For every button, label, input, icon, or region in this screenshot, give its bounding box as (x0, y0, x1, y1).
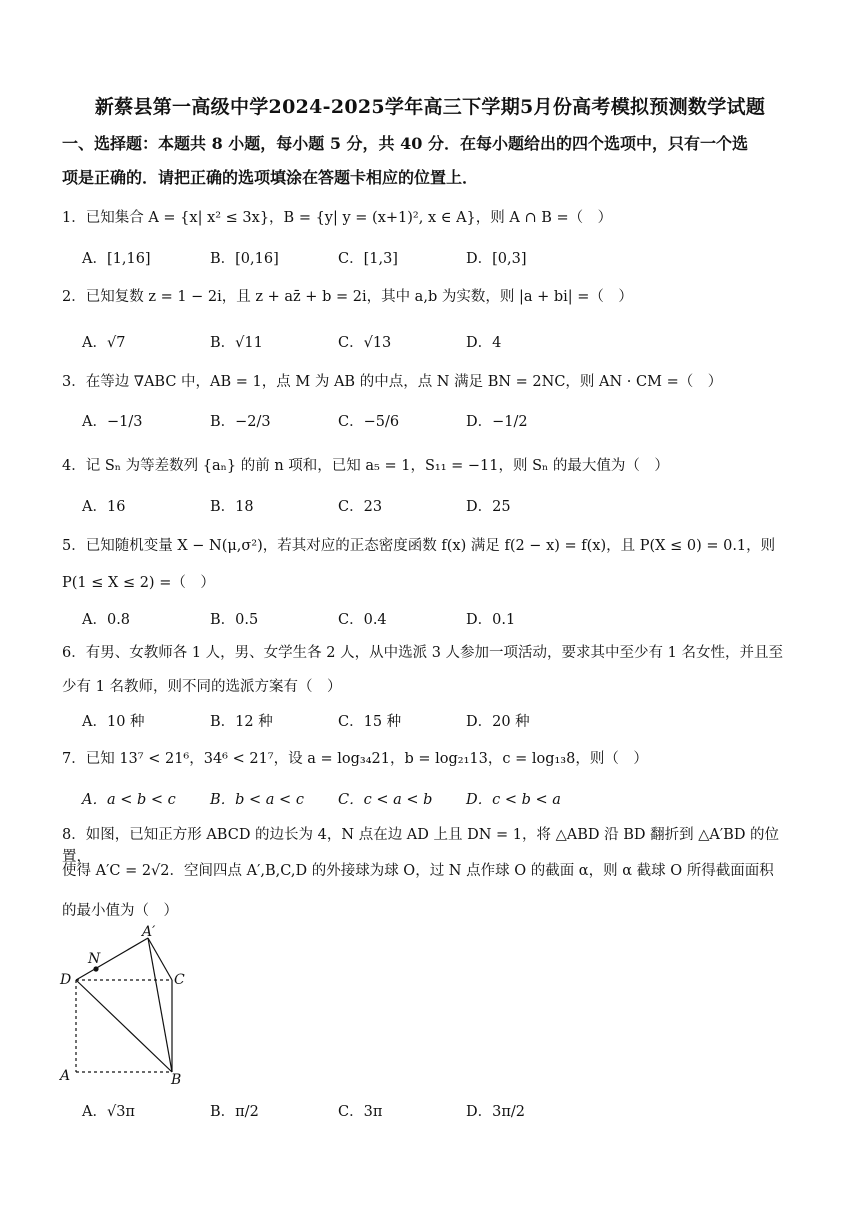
question-8-stem-line1: 8．如图，已知正方形 ABCD 的边长为 4，N 点在边 AD 上且 DN = 1，将 △ABD 沿 BD 翻折到 △A′BD 的位置， (62, 827, 780, 865)
option-b[interactable]: B．[0,16] (210, 251, 279, 267)
label-c: C (174, 972, 185, 988)
label-d: D (60, 972, 72, 988)
question-6-stem-line1: 6．有男、女教师各 1 人，男、女学生各 2 人，从中选派 3 人参加一项活动，要求其中至少有 1 名女性，并且至 (62, 645, 783, 661)
option-b[interactable]: B．b < a < c (210, 792, 304, 808)
option-c[interactable]: C．c < a < b (338, 792, 433, 808)
question-3-stem: 3．在等边 ∇ABC 中，AB = 1，点 M 为 AB 的中点，点 N 满足 BN = 2NC，则 AN · CM =（ ） (62, 374, 723, 390)
option-b[interactable]: B．−2/3 (210, 414, 271, 430)
question-8-stem-line2: 使得 A′C = 2√2．空间四点 A′,B,C,D 的外接球为球 O，过 N 点作球 O 的截面 α，则 α 截球 O 所得截面面积 (62, 863, 774, 879)
question-5-stem-line2: P(1 ≤ X ≤ 2) =（ ） (62, 575, 215, 591)
question-2-options (82, 331, 802, 352)
question-5-stem-line1: 5．已知随机变量 X − N(μ,σ²)，若其对应的正态密度函数 f(x) 满足 f(2 − x) = f(x)，且 P(X ≤ 0) = 0.1，则 (62, 538, 776, 554)
point-n (93, 966, 98, 971)
question-7-options (82, 788, 802, 809)
option-a[interactable]: A．10 种 (82, 714, 145, 730)
option-d[interactable]: D．[0,3] (466, 251, 527, 267)
label-a-prime: A′ (142, 924, 156, 940)
option-c[interactable]: C．23 (338, 499, 383, 515)
option-c[interactable]: C．15 种 (338, 714, 402, 730)
option-b[interactable]: B．0.5 (210, 612, 259, 628)
question-8-options (82, 1100, 802, 1121)
option-b[interactable]: B．18 (210, 499, 254, 515)
question-2-stem: 2．已知复数 z = 1 − 2i，且 z + az̄ + b = 2i，其中 a,b 为实数，则 |a + bi| =（ ） (62, 289, 633, 305)
question-6-options (82, 710, 802, 731)
label-b: B (171, 1072, 182, 1088)
question-1-options (82, 247, 802, 268)
option-d[interactable]: D．−1/2 (466, 414, 528, 430)
option-c[interactable]: C．√13 (338, 335, 392, 351)
question-6-stem-line2: 少有 1 名教师，则不同的选派方案有（ ） (62, 679, 342, 695)
option-d[interactable]: D．4 (466, 335, 502, 351)
option-b[interactable]: B．12 种 (210, 714, 273, 730)
option-d[interactable]: D．c < b < a (466, 792, 561, 808)
section-heading-line1: 一、选择题：本题共 8 小题，每小题 5 分，共 40 分．在每小题给出的四个选项中，只有一个选 (62, 134, 748, 153)
option-c[interactable]: C．0.4 (338, 612, 387, 628)
option-a[interactable]: A．a < b < c (82, 792, 176, 808)
page-title: 新蔡县第一高级中学2024-2025学年高三下学期5月份高考模拟预测数学试题 (94, 96, 766, 118)
edge-d-aprime (76, 938, 148, 980)
option-d[interactable]: D．25 (466, 499, 511, 515)
question-5-options (82, 608, 802, 629)
option-a[interactable]: A．[1,16] (82, 251, 151, 267)
question-4-stem: 4．记 Sₙ 为等差数列 {aₙ} 的前 n 项和，已知 a₅ = 1，S₁₁ = −11，则 Sₙ 的最大值为（ ） (62, 458, 669, 474)
folded-square-figure (56, 922, 196, 1090)
option-d[interactable]: D．0.1 (466, 612, 516, 628)
option-a[interactable]: A．√3π (82, 1104, 135, 1120)
question-1-stem: 1．已知集合 A = {x| x² ≤ 3x}，B = {y| y = (x+1)², x ∈ A}，则 A ∩ B =（ ） (62, 210, 613, 226)
label-a: A (60, 1068, 71, 1084)
option-b[interactable]: B．π/2 (210, 1104, 259, 1120)
option-a[interactable]: A．16 (82, 499, 126, 515)
option-a[interactable]: A．√7 (82, 335, 126, 351)
option-c[interactable]: C．−5/6 (338, 414, 400, 430)
question-7-stem: 7．已知 13⁷ < 21⁶，34⁶ < 21⁷，设 a = log₃₄21，b = log₂₁13，c = log₁₃8，则（ ） (62, 751, 648, 767)
label-n: N (88, 951, 101, 967)
option-d[interactable]: D．20 种 (466, 714, 530, 730)
section-heading-line2: 项是正确的．请把正确的选项填涂在答题卡相应的位置上． (62, 168, 479, 187)
question-3-options (82, 410, 802, 431)
question-4-options (82, 495, 802, 516)
option-c[interactable]: C．[1,3] (338, 251, 398, 267)
question-8-stem-line3: 的最小值为（ ） (62, 903, 178, 919)
option-a[interactable]: A．−1/3 (82, 414, 143, 430)
option-b[interactable]: B．√11 (210, 335, 263, 351)
option-c[interactable]: C．3π (338, 1104, 383, 1120)
option-a[interactable]: A．0.8 (82, 612, 131, 628)
option-d[interactable]: D．3π/2 (466, 1104, 525, 1120)
